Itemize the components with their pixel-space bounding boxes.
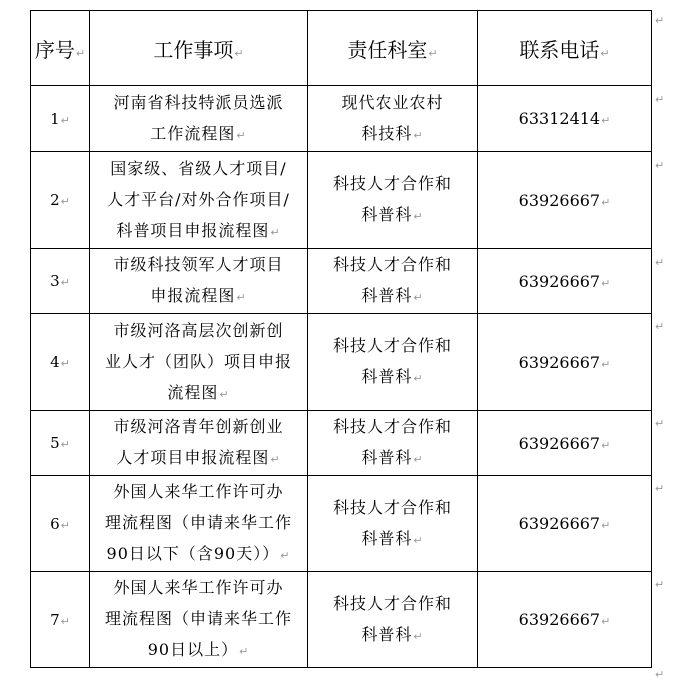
table-row <box>31 249 652 314</box>
dept-cell: 科技人才合作和 科普科↵ <box>308 249 478 314</box>
responsibility-table <box>30 10 652 668</box>
table-row <box>31 476 652 572</box>
phone-cell: 63926667↵ <box>478 314 652 411</box>
header-task: 工作事项↵ <box>90 11 308 86</box>
row-number: 2↵ <box>31 152 90 249</box>
row-number: 6↵ <box>31 476 90 572</box>
task-cell: 市级河洛青年创新创业 人才项目申报流程图↵ <box>90 411 308 476</box>
table-row <box>31 152 652 249</box>
table-row <box>31 411 652 476</box>
task-cell: 外国人来华工作许可办 理流程图（申请来华工作 90日以下（含90天））↵ <box>90 476 308 572</box>
dept-cell: 科技人才合作和 科普科↵ <box>308 152 478 249</box>
row-end-mark: ↵ <box>655 578 665 591</box>
phone-cell: 63312414↵ <box>478 86 652 152</box>
row-end-mark: ↵ <box>655 159 665 172</box>
task-cell: 国家级、省级人才项目/ 人才平台/对外合作项目/ 科普项目申报流程图↵ <box>90 152 308 249</box>
dept-cell: 现代农业农村 科技科↵ <box>308 86 478 152</box>
header-no: 序号↵ <box>31 11 90 86</box>
row-number: 7↵ <box>31 572 90 668</box>
task-cell: 外国人来华工作许可办 理流程图（申请来华工作 90日以上）↵ <box>90 572 308 668</box>
table-row <box>31 314 652 411</box>
task-cell: 河南省科技特派员选派 工作流程图↵ <box>90 86 308 152</box>
row-number: 4↵ <box>31 314 90 411</box>
row-number: 5↵ <box>31 411 90 476</box>
header-dept: 责任科室↵ <box>308 11 478 86</box>
dept-cell: 科技人才合作和 科普科↵ <box>308 314 478 411</box>
row-end-mark: ↵ <box>655 256 665 269</box>
dept-cell: 科技人才合作和 科普科↵ <box>308 572 478 668</box>
table-row <box>31 86 652 152</box>
phone-cell: 63926667↵ <box>478 476 652 572</box>
phone-cell: 63926667↵ <box>478 249 652 314</box>
phone-cell: 63926667↵ <box>478 572 652 668</box>
task-cell: 市级河洛高层次创新创 业人才（团队）项目申报 流程图↵ <box>90 314 308 411</box>
phone-cell: 63926667↵ <box>478 152 652 249</box>
phone-cell: 63926667↵ <box>478 411 652 476</box>
task-cell: 市级科技领军人才项目 申报流程图↵ <box>90 249 308 314</box>
row-end-mark: ↵ <box>655 482 665 495</box>
dept-cell: 科技人才合作和 科普科↵ <box>308 476 478 572</box>
table-row <box>31 572 652 668</box>
header-row <box>31 11 652 86</box>
dept-cell: 科技人才合作和 科普科↵ <box>308 411 478 476</box>
row-end-mark: ↵ <box>655 93 665 106</box>
row-end-mark: ↵ <box>655 668 665 681</box>
row-end-mark: ↵ <box>655 14 665 27</box>
row-number: 1↵ <box>31 86 90 152</box>
row-end-mark: ↵ <box>655 320 665 333</box>
header-tel: 联系电话↵ <box>478 11 652 86</box>
row-end-mark: ↵ <box>655 417 665 430</box>
row-number: 3↵ <box>31 249 90 314</box>
